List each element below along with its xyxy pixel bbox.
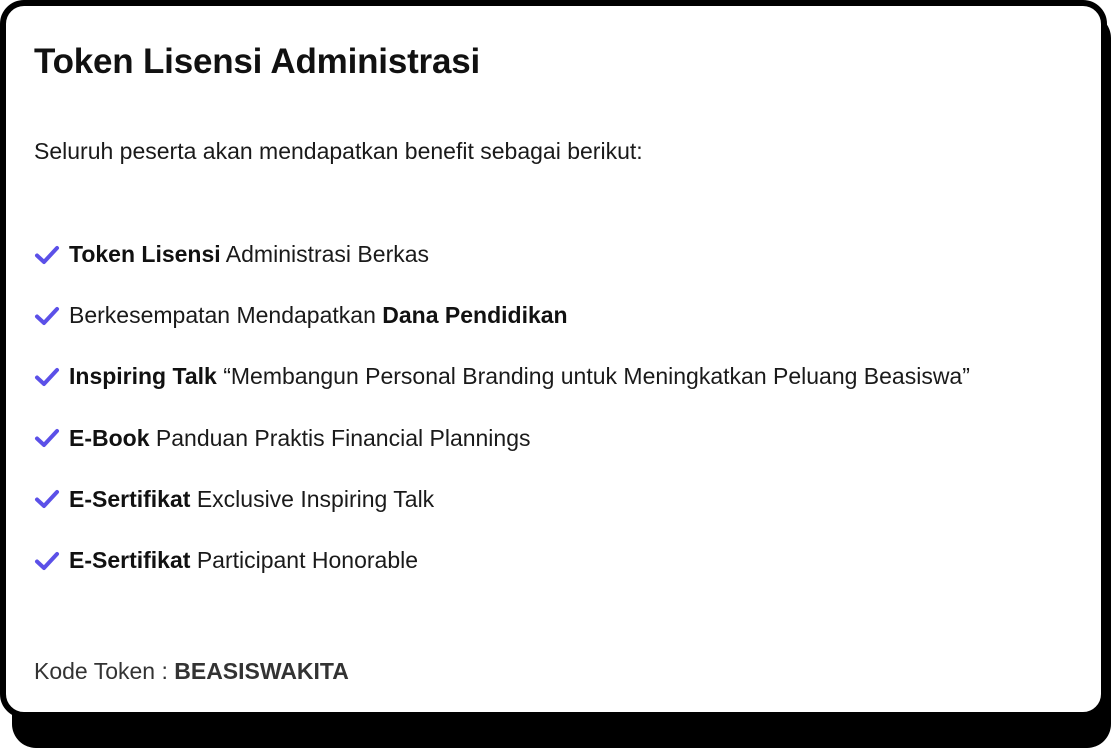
benefit-bold: E-Sertifikat	[69, 485, 191, 512]
benefit-bold: E-Sertifikat	[69, 547, 191, 574]
benefit-bold: Dana Pendidikan	[382, 302, 568, 329]
check-icon	[34, 425, 60, 451]
card-title: Token Lisensi Administrasi	[34, 42, 481, 81]
benefit-prefix: Berkesempatan Mendapatkan	[69, 302, 383, 329]
benefit-text: Administrasi Berkas	[220, 241, 430, 268]
benefit-list	[34, 224, 970, 591]
check-icon	[34, 486, 60, 512]
benefit-item	[34, 530, 970, 591]
check-icon	[34, 303, 60, 329]
benefit-text: “Membangun Personal Branding untuk Meningkatkan Peluang Beasiswa”	[216, 363, 970, 390]
benefit-item	[34, 224, 970, 285]
token-row	[34, 658, 349, 685]
benefit-item	[34, 408, 970, 469]
benefit-item	[34, 285, 970, 346]
intro-text: Seluruh peserta akan mendapatkan benefit sebagai berikut:	[34, 138, 643, 164]
benefit-item	[34, 346, 970, 407]
check-icon	[34, 242, 60, 268]
benefit-bold: E-Book	[69, 424, 150, 451]
benefit-text: Panduan Praktis Financial Plannings	[149, 424, 531, 451]
benefit-bold: Inspiring Talk	[69, 363, 217, 390]
benefit-text: Participant Honorable	[190, 547, 419, 574]
token-value: BEASISWAKITA	[174, 658, 349, 684]
benefit-bold: Token Lisensi	[69, 241, 221, 268]
token-label: Kode Token :	[34, 658, 175, 684]
check-icon	[34, 548, 60, 574]
benefit-text: Exclusive Inspiring Talk	[190, 485, 435, 512]
check-icon	[34, 364, 60, 390]
benefit-item	[34, 469, 970, 530]
